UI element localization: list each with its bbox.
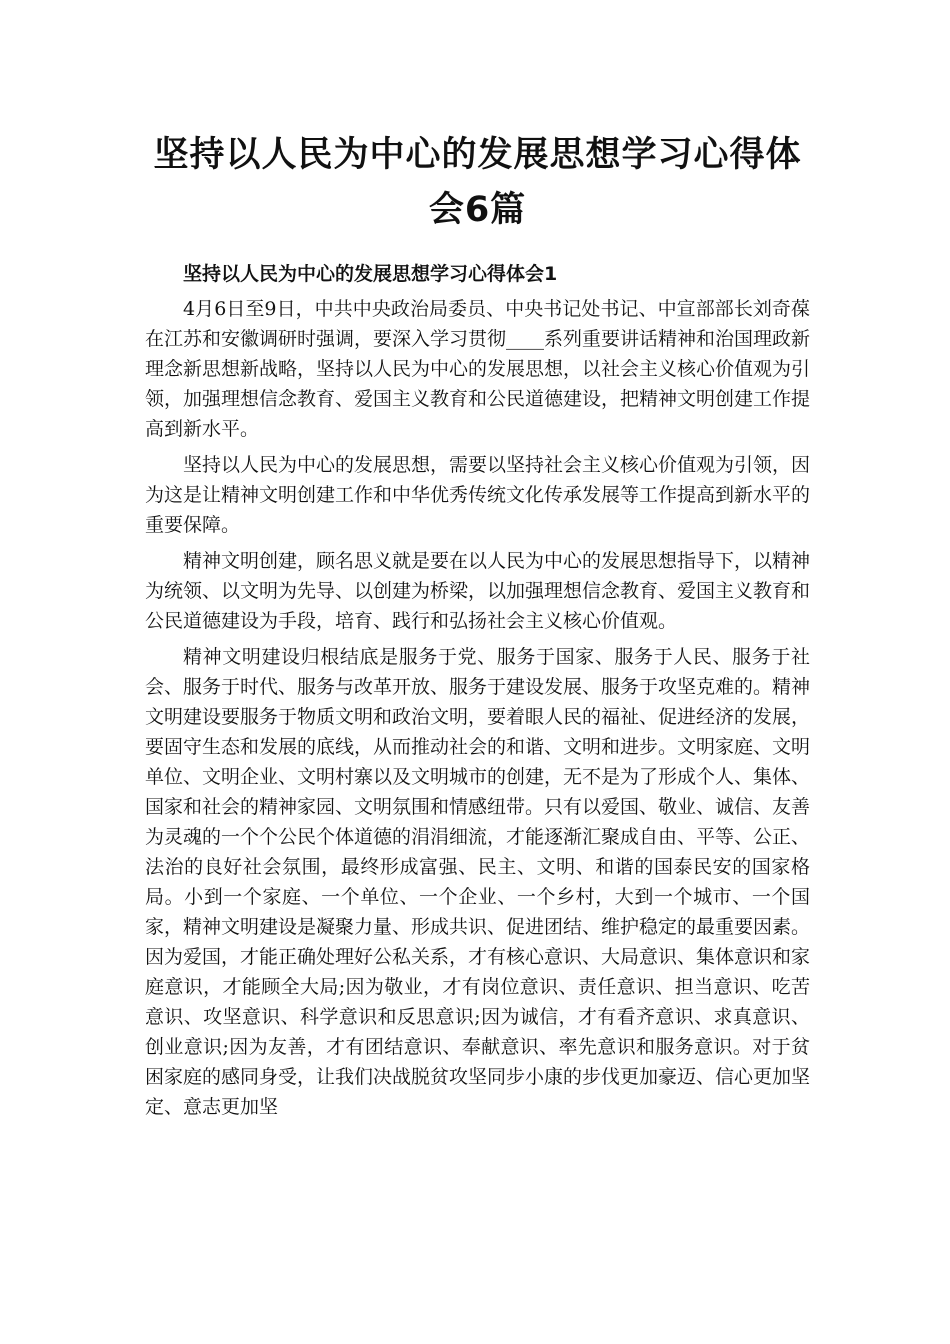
document-title: 坚持以人民为中心的发展思想学习心得体会6篇 bbox=[153, 135, 802, 230]
paragraph-4: 精神文明建设归根结底是服务于党、服务于国家、服务于人民、服务于社会、服务于时代、服务与改革开放、服务于建设发展、服务于攻坚克难的。精神文明建设要服务于物质文明和政治文明，要着眼人民的福祉、促进经济的发展，要固守生态和发展的底线，从而推动社会的和谐、文明和进步。文明家庭、文明单位、文明企业、文明村寨以及文明城市的创建，无不是为了形成个人、集体、国家和社会的精神家园、文明氛围和情感纽带。只有以爱国、敬业、诚信、友善为灵魂的一个个公民个体道德的涓涓细流，才能逐渐汇聚成自由、平等、公正、法治的良好社会氛围，最终形成富强、民主、文明、和谐的国泰民安的国家格局。小到一个家庭、一个单位、一个企业、一个乡村，大到一个城市、一个国家，精神文明建设是凝聚力量、形成共识、促进团结、维护稳定的最重要因素。因为爱国，才能正确处理好公私关系，才有核心意识、大局意识、集体意识和家庭意识，才能顾全大局;因为敬业，才有岗位意识、责任意识、担当意识、吃苦意识、攻坚意识、科学意识和反思意识;因为诚信，才有看齐意识、求真意识、创业意识;因为友善，才有团结意识、奉献意识、率先意识和服务意识。对于贫困家庭的感同身受，让我们决战脱贫攻坚同步小康的步伐更加豪迈、信心更加坚定、意志更加坚 bbox=[145, 646, 811, 1118]
section-title: 坚持以人民为中心的发展思想学习心得体会1 bbox=[183, 263, 558, 285]
document-page bbox=[145, 128, 810, 1128]
paragraph-3: 精神文明创建，顾名思义就是要在以人民为中心的发展思想指导下，以精神为统领、以文明为先导、以创建为桥梁，以加强理想信念教育、爱国主义教育和公民道德建设为手段，培育、践行和弘扬社会主义核心价值观。 bbox=[145, 550, 811, 632]
paragraph-1: 4月6日至9日，中共中央政治局委员、中央书记处书记、中宣部部长刘奇葆在江苏和安徽调研时强调，要深入学习贯彻____系列重要讲话精神和治国理政新理念新思想新战略，坚持以人民为中心的发展思想，以社会主义核心价值观为引领，加强理想信念教育、爱国主义教育和公民道德建设，把精神文明创建工作提高到新水平。 bbox=[145, 298, 811, 440]
paragraph-2: 坚持以人民为中心的发展思想，需要以坚持社会主义核心价值观为引领，因为这是让精神文明创建工作和中华优秀传统文化传承发展等工作提高到新水平的重要保障。 bbox=[145, 454, 811, 536]
